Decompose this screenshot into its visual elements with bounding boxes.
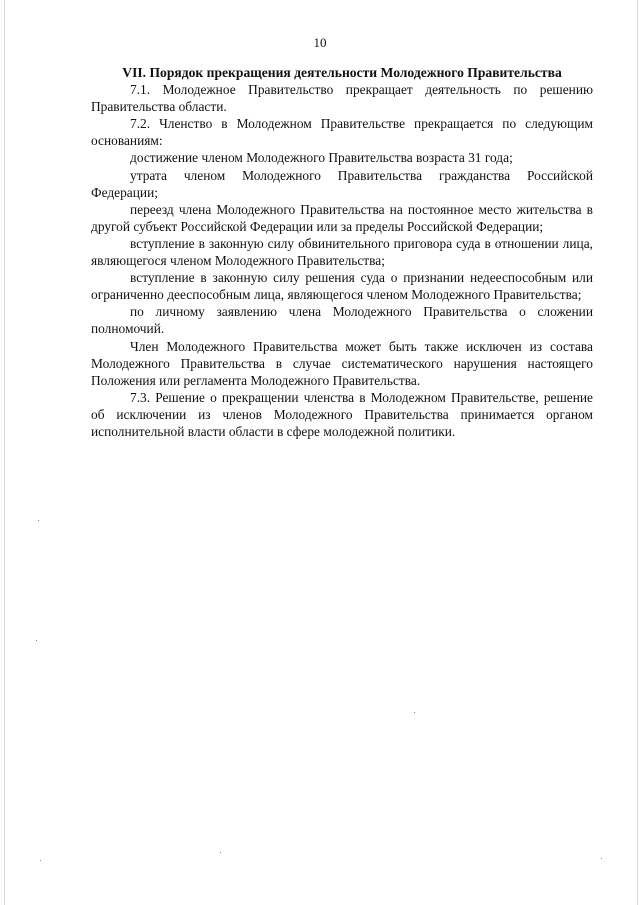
section-heading: VII. Порядок прекращения деятельности Молодежного Правительства — [122, 65, 562, 80]
scan-speck — [414, 712, 415, 713]
ground-relocation: переезд члена Молодежного Правительства на постоянное место жительства в другой субъект Российской Федерации или за пределы Российской Федерации; — [91, 201, 593, 234]
page-number: 10 — [313, 35, 327, 50]
scan-speck — [601, 858, 602, 859]
scan-edge-left — [4, 0, 5, 905]
scan-speck — [40, 860, 41, 861]
paragraph-7-1: 7.1. Молодежное Правительство прекращает деятельность по решению Правительства области. — [91, 82, 593, 115]
paragraph-7-2: 7.2. Членство в Молодежном Правительстве прекращается по следующим основаниям: — [91, 116, 593, 149]
ground-personal-resignation: по личному заявлению члена Молодежного Правительства о сложении полномочий. — [91, 304, 593, 337]
paragraph-7-3: 7.3. Решение о прекращении членства в Молодежном Правительстве, решение об исключении из членов Молодежного Правительства принимается органом исполнительной власти области в сфере молодежной политики. — [91, 389, 593, 439]
scan-speck — [38, 520, 39, 521]
ground-criminal-conviction: вступление в законную силу обвинительного приговора суда в отношении лица, являющегося членом Молодежного Правительства; — [91, 235, 593, 269]
paragraph-exclusion: Член Молодежного Правительства может быть также исключен из состава Молодежного Правительства в случае систематического нарушения настоящего Положения или регламента Молодежного Правительства. — [91, 338, 593, 388]
scan-speck — [36, 640, 37, 641]
scan-speck — [220, 852, 221, 853]
ground-legal-incapacity: вступление в законную силу решения суда о признании недееспособным или ограниченно дееспособным лица, являющегося членом Молодежного Правительства; — [91, 270, 593, 303]
ground-loss-of-citizenship: утрата членом Молодежного Правительства гражданства Российской Федерации; — [91, 167, 593, 200]
ground-age-limit: достижение членом Молодежного Правительства возраста 31 года; — [130, 150, 513, 166]
section-body — [91, 64, 593, 440]
scan-edge-right — [637, 0, 638, 905]
